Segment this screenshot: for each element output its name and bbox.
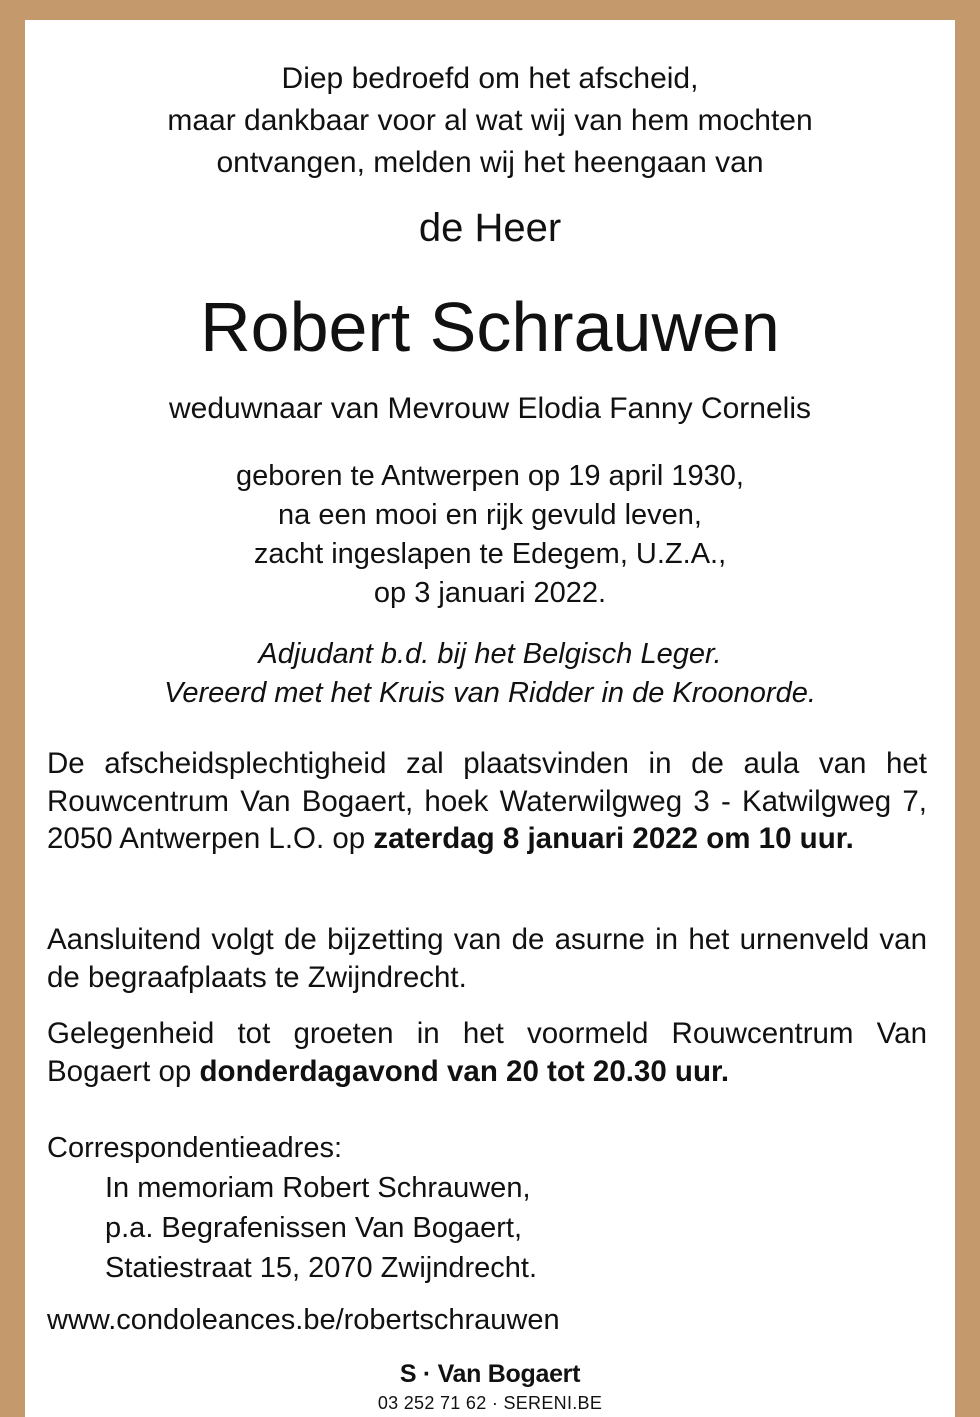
footer-separator: ·	[491, 1393, 499, 1413]
logo-name: Van Bogaert	[437, 1360, 581, 1388]
correspondence-label: Correspondentieadres:	[47, 1132, 343, 1164]
deceased-name: Robert Schrauwen	[200, 288, 780, 366]
birth-line-2: na een mooi en rijk gevuld leven,	[278, 499, 702, 531]
birth-death-details	[25, 457, 955, 613]
intro-line-2: maar dankbaar voor al wat wij van hem mochten	[167, 104, 813, 137]
honorific: de Heer	[418, 206, 562, 250]
intro-text	[25, 58, 955, 184]
burial-text: Aansluitend volgt de bijzetting van de asurne in het urnenveld van de begraafplaats te Zwijndrecht.	[47, 923, 927, 994]
logo-mark: S	[399, 1360, 417, 1388]
funeral-home-logo	[25, 1358, 955, 1390]
merits	[25, 635, 955, 713]
footer-contact	[25, 1390, 955, 1416]
ceremony-date: zaterdag 8 januari 2022 om 10 uur.	[373, 822, 854, 855]
burial-paragraph	[47, 921, 927, 996]
ceremony-text: De afscheidsplechtigheid zal plaatsvinden in de aula van het Rouwcentrum Van Bogaert, hoek Waterwilgweg 3 - Katwilgweg 7, 2050 Antwerpen L.O. op	[47, 747, 927, 855]
footer-phone: 03 252 71 62	[377, 1393, 487, 1413]
intro-line-1: Diep bedroefd om het afscheid,	[281, 62, 699, 95]
birth-line-3: zacht ingeslapen te Edegem, U.Z.A.,	[253, 538, 727, 570]
birth-line-4: op 3 januari 2022.	[373, 577, 607, 609]
widower-line: weduwnaar van Mevrouw Elodia Fanny Cornelis	[169, 392, 811, 425]
correspondence-address	[47, 1128, 537, 1288]
footer	[25, 1358, 955, 1416]
visitation-text: Gelegenheid tot groeten in het voormeld Rouwcentrum Van Bogaert op	[47, 1017, 927, 1088]
footer-site: SERENI.BE	[503, 1393, 603, 1413]
obituary-card	[25, 20, 955, 1417]
correspondence-line-2: p.a. Begrafenissen Van Bogaert,	[105, 1212, 523, 1244]
correspondence-line-3: Statiestraat 15, 2070 Zwijndrecht.	[105, 1252, 538, 1284]
ceremony-paragraph	[47, 745, 927, 858]
correspondence-line-1: In memoriam Robert Schrauwen,	[105, 1172, 531, 1204]
visitation-time: donderdagavond van 20 tot 20.30 uur.	[199, 1054, 730, 1088]
condolence-website[interactable]: www.condoleances.be/robertschrauwen	[47, 1304, 560, 1336]
birth-line-1: geboren te Antwerpen op 19 april 1930,	[236, 460, 744, 492]
visitation-paragraph	[47, 1015, 927, 1090]
logo-separator: ·	[422, 1360, 431, 1388]
merits-line-1: Adjudant b.d. bij het Belgisch Leger.	[258, 638, 722, 670]
merits-line-2: Vereerd met het Kruis van Ridder in de Kroonorde.	[164, 677, 816, 709]
intro-line-3: ontvangen, melden wij het heengaan van	[216, 146, 764, 179]
